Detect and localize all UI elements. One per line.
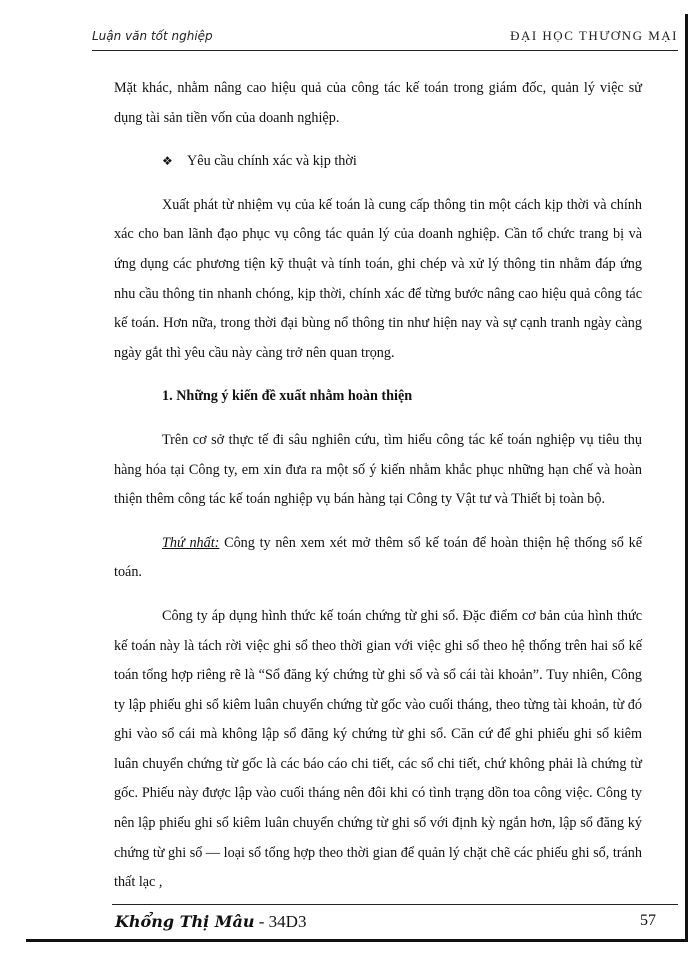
footer-divider	[112, 904, 678, 905]
page-border-right	[685, 14, 688, 939]
document-body	[114, 74, 642, 898]
page-header	[92, 24, 678, 51]
page-number: 57	[640, 912, 656, 929]
paragraph-1: Mặt khác, nhằm nâng cao hiệu quả của công tác kế toán trong giám đốc, quản lý việc sử dụng tài sản tiền vốn của doanh nghiệp.	[114, 80, 642, 126]
paragraph-3: Trên cơ sở thực tế đi sâu nghiên cứu, tìm hiểu công tác kế toán nghiệp vụ tiêu thụ hàng hóa tại Công ty, em xin đưa ra một số ý kiến nhằm khắc phục những hạn chế và hoàn thiện thêm công tác kế toán nghiệp vụ bán hàng tại Công ty Vật tư và Thiết bị toàn bộ.	[114, 431, 642, 508]
paragraph-2: Xuất phát từ nhiệm vụ của kế toán là cung cấp thông tin một cách kịp thời và chính xác cho ban lãnh đạo phục vụ công tác quản lý của doanh nghiệp. Cần tổ chức trang bị và ứng dụng các phương tiện kỹ thuật và tính toán, ghi chép và xử lý thông tin nhằm đáp ứng nhu cầu thông tin nhanh chóng, kịp thời, chính xác để từng bước nâng cao hiệu quả công tác kế toán. Hơn nữa, trong thời đại bùng nổ thông tin như hiện nay và sự cạnh tranh ngày càng ngày gắt thì yêu cầu này càng trở nên quan trọng.	[114, 196, 642, 361]
footer-author	[115, 912, 306, 932]
header-right-text: ĐẠI HỌC THƯƠNG MẠI	[510, 28, 678, 43]
paragraph-4	[114, 529, 642, 588]
first-point-label: Thứ nhất:	[162, 534, 220, 551]
bullet-text: Yêu cầu chính xác và kịp thời	[187, 153, 357, 170]
diamond-bullet-icon: ❖	[162, 154, 173, 169]
author-class: - 34D3	[254, 912, 307, 931]
bullet-item	[114, 147, 642, 177]
paragraph-4-text: Công ty nên xem xét mở thêm sổ kế toán để hoàn thiện hệ thống sổ kế toán.	[114, 534, 642, 581]
header-left-text: Luận văn tốt nghiệp	[92, 29, 213, 43]
author-name: Khổng Thị Mâu	[115, 912, 255, 931]
section-heading: 1. Những ý kiến đề xuất nhằm hoàn thiện	[162, 388, 413, 405]
page-border-bottom	[26, 939, 688, 942]
paragraph-5: Công ty áp dụng hình thức kế toán chứng từ ghi sổ. Đặc điểm cơ bản của hình thức kế toán này là tách rời việc ghi sổ theo thời gian với việc ghi sổ theo hệ thống trên hai sổ kế toán tổng hợp riêng rẽ là “Sổ đăng ký chứng từ ghi sổ và sổ cái tài khoản”. Tuy nhiên, Công ty lập phiếu ghi sổ kiêm luân chuyển chứng từ gốc vào cuối tháng, theo từng tài khoản, từ đó ghi vào sổ cái mà không lập sổ đăng ký chứng từ ghi sổ. Căn cứ để ghi phiếu ghi sổ kiêm luân chuyển chứng từ gốc là các báo cáo chi tiết, các sổ chi tiết, chứ không phải là chứng từ gốc. Phiếu này được lập vào cuối tháng nên đôi khi có tình trạng dồn toa công việc. Công ty nên lập phiếu ghi sổ kiêm luân chuyển chứng từ ghi sổ với định kỳ ngắn hơn, lập sổ đăng ký chứng từ ghi sổ — loại sổ tổng hợp theo thời gian để quản lý chặt chẽ các phiếu ghi sổ, tránh thất lạc ,	[114, 607, 642, 891]
